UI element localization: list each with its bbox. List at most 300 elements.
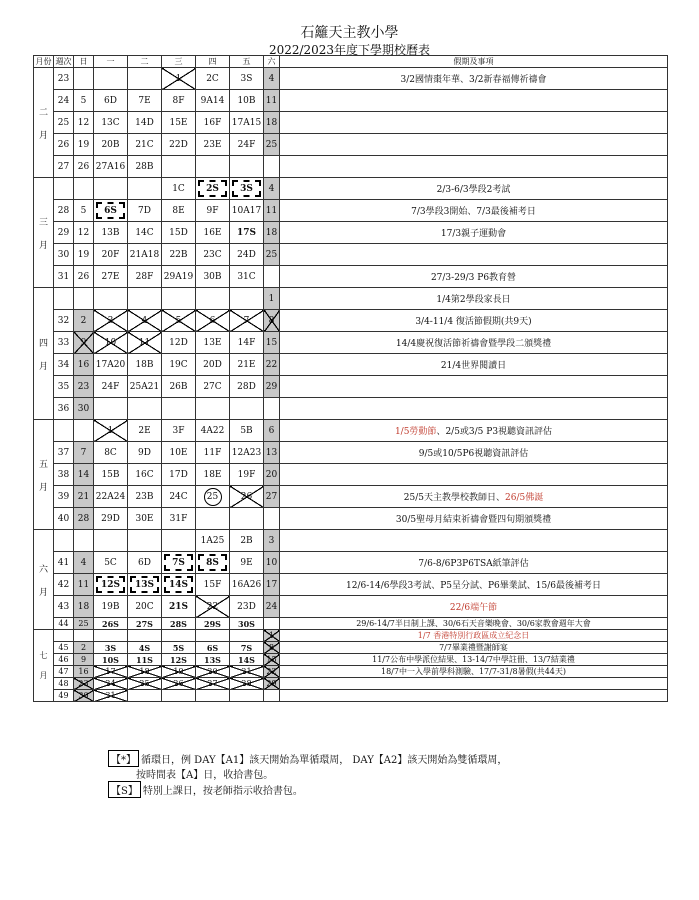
week-row (34, 630, 668, 642)
day-cell: 28F (128, 266, 162, 288)
cycle-day-symbol: 【*】 (108, 750, 139, 767)
event-note: 30/5聖母月結束祈禱會暨四旬期頒獎禮 (280, 508, 668, 530)
day-cell: 21A18 (128, 244, 162, 266)
day-cell: 22 (196, 596, 230, 618)
day-cell: 2E (128, 420, 162, 442)
day-cell: 5 (162, 310, 196, 332)
event-note: 12/6-14/6學段3考試、P5呈分試、P6畢業試、15/6最後補考日 (280, 574, 668, 596)
day-cell: 9E (230, 552, 264, 574)
header-5: 三 (162, 56, 196, 68)
day-cell: 6D (128, 552, 162, 574)
month-jun: 六 月 (34, 530, 54, 630)
day-cell: 24D (230, 244, 264, 266)
week-row (34, 332, 668, 354)
day-cell: 17A15 (230, 112, 264, 134)
header-7: 五 (230, 56, 264, 68)
day-cell (94, 68, 128, 90)
day-cell (94, 288, 128, 310)
header-9: 假期及事項 (280, 56, 668, 68)
day-cell: 5C (94, 552, 128, 574)
day-cell (196, 156, 230, 178)
day-cell: 11 (264, 90, 280, 112)
event-note: 25/5天主教學校教師日、26/5佛誕 (280, 486, 668, 508)
day-cell: 4S (128, 642, 162, 654)
day-cell (94, 530, 128, 552)
header-row (34, 56, 668, 68)
day-cell: 3 (94, 310, 128, 332)
day-cell (196, 398, 230, 420)
event-note (280, 134, 668, 156)
day-cell: 15 (264, 654, 280, 666)
day-cell (196, 508, 230, 530)
day-cell: 2 (74, 642, 94, 654)
day-cell (230, 630, 264, 642)
day-cell: 4 (264, 178, 280, 200)
day-cell: 23D (230, 596, 264, 618)
event-note: 1/7 香港特別行政區成立紀念日 (280, 630, 668, 642)
day-cell (162, 156, 196, 178)
week-number: 44 (54, 618, 74, 630)
week-row (34, 354, 668, 376)
day-cell: 12S (162, 654, 196, 666)
day-cell: 28 (230, 678, 264, 690)
day-cell (162, 630, 196, 642)
calendar-title: 2022/2023年度下學期校曆表 (268, 43, 431, 57)
day-cell: 28B (128, 156, 162, 178)
week-number: 30 (54, 244, 74, 266)
week-number: 47 (54, 666, 74, 678)
week-row (34, 654, 668, 666)
day-cell: 17 (264, 574, 280, 596)
day-cell (264, 618, 280, 630)
event-note: 7/6-8/6P3P6TSA紙筆評估 (280, 552, 668, 574)
week-number: 24 (54, 90, 74, 112)
event-note (280, 376, 668, 398)
event-note: 1/4第2學段家長日 (280, 288, 668, 310)
week-number (54, 288, 74, 310)
footer-line-1: 【*】 循環日，例 DAY【A1】該天開始為單循環周， DAY【A2】該天開始為雙循環周， (108, 750, 507, 767)
day-cell: 10S (94, 654, 128, 666)
day-cell: 28D (230, 376, 264, 398)
day-cell (196, 630, 230, 642)
day-cell: 25 (196, 486, 230, 508)
week-number: 23 (54, 68, 74, 90)
day-cell: 13B (94, 222, 128, 244)
day-cell: 1 (162, 68, 196, 90)
header-1: 週次 (55, 57, 72, 66)
school-name: 石籬天主教小學 (300, 25, 399, 41)
day-cell: 24 (264, 596, 280, 618)
event-note: 11/7公布中學派位結果、13-14/7中學註冊、13/7結業禮 (280, 654, 668, 666)
day-cell (128, 68, 162, 90)
day-cell: 16E (196, 222, 230, 244)
week-number: 28 (54, 200, 74, 222)
day-cell: 8E (162, 200, 196, 222)
day-cell (74, 288, 94, 310)
day-cell: 10B (230, 90, 264, 112)
day-cell (128, 630, 162, 642)
day-cell: 4 (264, 68, 280, 90)
day-cell: 6 (196, 310, 230, 332)
day-cell: 14 (74, 464, 94, 486)
week-number: 46 (54, 654, 74, 666)
day-cell: 23 (74, 376, 94, 398)
week-row (34, 266, 668, 288)
day-cell (74, 530, 94, 552)
day-cell (264, 690, 280, 702)
week-number (54, 178, 74, 200)
event-note: 7/3學段3開始、7/3最後補考日 (280, 200, 668, 222)
day-cell (264, 508, 280, 530)
day-cell: 29A19 (162, 266, 196, 288)
week-row (34, 486, 668, 508)
day-cell: 16A26 (230, 574, 264, 596)
event-note (280, 90, 668, 112)
day-cell: 7 (74, 442, 94, 464)
day-cell: 18E (196, 464, 230, 486)
day-cell: 31 (94, 690, 128, 702)
day-cell: 16F (196, 112, 230, 134)
day-cell: 13S (196, 654, 230, 666)
week-number: 25 (54, 112, 74, 134)
day-cell: 7S (162, 552, 196, 574)
week-number: 43 (54, 596, 74, 618)
school-calendar-table (33, 55, 668, 702)
day-cell: 6 (264, 420, 280, 442)
week-row (34, 530, 668, 552)
week-row (34, 376, 668, 398)
day-cell: 7E (128, 90, 162, 112)
day-cell: 26B (162, 376, 196, 398)
week-number: 49 (54, 690, 74, 702)
header-4: 二 (128, 56, 162, 68)
day-cell (230, 508, 264, 530)
week-number: 27 (54, 156, 74, 178)
footer-line-3: 【S】 特別上課日，按老師指示收拾書包。 (108, 781, 303, 798)
day-cell: 16C (128, 464, 162, 486)
day-cell (74, 420, 94, 442)
day-cell: 21C (128, 134, 162, 156)
day-cell: 21 (74, 486, 94, 508)
day-cell: 14S (162, 574, 196, 596)
day-cell: 19F (230, 464, 264, 486)
day-cell: 20 (264, 464, 280, 486)
day-cell: 16 (74, 354, 94, 376)
week-row (34, 690, 668, 702)
day-cell (128, 288, 162, 310)
day-cell: 28 (74, 508, 94, 530)
day-cell: 9A14 (196, 90, 230, 112)
day-cell: 23E (196, 134, 230, 156)
day-cell: 8S (196, 552, 230, 574)
day-cell: 11 (264, 200, 280, 222)
day-cell (196, 690, 230, 702)
week-row (34, 134, 668, 156)
event-note: 9/5或10/5P6視聽資訊評估 (280, 442, 668, 464)
day-cell: 4 (74, 552, 94, 574)
month-may: 五 月 (34, 420, 54, 530)
day-cell: 15D (162, 222, 196, 244)
day-cell: 17D (162, 464, 196, 486)
day-cell: 9 (74, 654, 94, 666)
day-cell: 20 (196, 666, 230, 678)
week-row (34, 112, 668, 134)
day-cell: 27 (196, 678, 230, 690)
day-cell (162, 530, 196, 552)
day-cell (264, 398, 280, 420)
week-number: 40 (54, 508, 74, 530)
week-row (34, 68, 668, 90)
week-number: 33 (54, 332, 74, 354)
day-cell: 30 (74, 398, 94, 420)
day-cell: 20F (94, 244, 128, 266)
day-cell: 29 (264, 376, 280, 398)
event-note (280, 244, 668, 266)
day-cell (230, 156, 264, 178)
week-number: 41 (54, 552, 74, 574)
day-cell: 14C (128, 222, 162, 244)
day-cell: 30B (196, 266, 230, 288)
day-cell: 27E (94, 266, 128, 288)
day-cell (128, 690, 162, 702)
week-number: 26 (54, 134, 74, 156)
day-cell: 3F (162, 420, 196, 442)
event-note (280, 156, 668, 178)
day-cell (74, 630, 94, 642)
day-cell: 17 (94, 666, 128, 678)
event-note: 21/4世界閱讀日 (280, 354, 668, 376)
day-cell: 25 (128, 678, 162, 690)
day-cell: 10A17 (230, 200, 264, 222)
week-row (34, 596, 668, 618)
week-number: 48 (54, 678, 74, 690)
event-note (280, 112, 668, 134)
day-cell: 8 (264, 310, 280, 332)
week-number: 37 (54, 442, 74, 464)
day-cell: 26 (74, 266, 94, 288)
day-cell: 19 (162, 666, 196, 678)
footer-line-2: 按時間表【A】日，收拾書包。 (136, 770, 274, 781)
day-cell: 1A25 (196, 530, 230, 552)
day-cell: 3S (230, 178, 264, 200)
day-cell: 1 (264, 288, 280, 310)
day-cell: 30S (230, 618, 264, 630)
day-cell: 8F (162, 90, 196, 112)
day-cell: 3 (264, 530, 280, 552)
day-cell: 14D (128, 112, 162, 134)
day-cell: 24C (162, 486, 196, 508)
day-cell: 20D (196, 354, 230, 376)
day-cell (264, 156, 280, 178)
event-note: 1/5勞動節、2/5或3/5 P3視聽資訊評估 (280, 420, 668, 442)
day-cell: 21 (230, 666, 264, 678)
day-cell: 13C (94, 112, 128, 134)
day-cell: 25 (264, 134, 280, 156)
week-row (34, 156, 668, 178)
day-cell: 26 (162, 678, 196, 690)
event-note (280, 464, 668, 486)
week-row (34, 508, 668, 530)
day-cell: 12 (74, 112, 94, 134)
week-row (34, 642, 668, 654)
day-cell: 6S (94, 200, 128, 222)
day-cell: 26 (230, 486, 264, 508)
day-cell: 26 (74, 156, 94, 178)
day-cell: 8 (264, 642, 280, 654)
day-cell: 10 (264, 552, 280, 574)
event-note: 14/4慶祝復活節祈禱會暨學段二頒獎禮 (280, 332, 668, 354)
day-cell: 25A21 (128, 376, 162, 398)
day-cell (94, 398, 128, 420)
day-cell: 13 (264, 442, 280, 464)
month-mar: 三 月 (34, 178, 54, 288)
day-cell: 2 (74, 310, 94, 332)
week-number (54, 630, 74, 642)
day-cell: 7S (230, 642, 264, 654)
day-cell: 21E (230, 354, 264, 376)
day-cell: 22A24 (94, 486, 128, 508)
day-cell: 5 (74, 200, 94, 222)
week-row (34, 442, 668, 464)
week-number: 39 (54, 486, 74, 508)
day-cell: 3S (230, 68, 264, 90)
header-2: 日 (74, 56, 94, 68)
day-cell: 12S (94, 574, 128, 596)
day-cell: 5B (230, 420, 264, 442)
day-cell: 31F (162, 508, 196, 530)
day-cell: 1C (162, 178, 196, 200)
day-cell: 29D (94, 508, 128, 530)
day-cell: 27S (128, 618, 162, 630)
event-note (280, 398, 668, 420)
day-cell: 18 (74, 596, 94, 618)
week-row (34, 420, 668, 442)
event-note: 27/3-29/3 P6教育營 (280, 266, 668, 288)
day-cell: 9 (74, 332, 94, 354)
day-cell (230, 690, 264, 702)
day-cell: 11F (196, 442, 230, 464)
day-cell: 7 (230, 310, 264, 332)
day-cell: 2C (196, 68, 230, 90)
day-cell: 23B (128, 486, 162, 508)
week-row (34, 90, 668, 112)
day-cell: 20B (94, 134, 128, 156)
day-cell: 10 (94, 332, 128, 354)
week-number: 34 (54, 354, 74, 376)
day-cell: 22B (162, 244, 196, 266)
day-cell (74, 178, 94, 200)
day-cell (128, 178, 162, 200)
day-cell: 22 (264, 666, 280, 678)
day-cell: 24F (230, 134, 264, 156)
day-cell: 4A22 (196, 420, 230, 442)
day-cell: 6D (94, 90, 128, 112)
week-row (34, 678, 668, 690)
header-6: 四 (196, 56, 230, 68)
week-row (34, 310, 668, 332)
event-note: 17/3親子運動會 (280, 222, 668, 244)
day-cell: 15 (264, 332, 280, 354)
day-cell: 20C (128, 596, 162, 618)
day-cell: 1 (264, 630, 280, 642)
day-cell: 27C (196, 376, 230, 398)
day-cell: 11 (74, 574, 94, 596)
day-cell: 22D (162, 134, 196, 156)
day-cell: 24F (94, 376, 128, 398)
day-cell: 24 (94, 678, 128, 690)
day-cell: 4 (128, 310, 162, 332)
week-row (34, 178, 668, 200)
day-cell (74, 68, 94, 90)
week-row (34, 666, 668, 678)
special-day-symbol: 【S】 (108, 781, 141, 798)
header-8: 六 (264, 56, 280, 68)
day-cell: 1 (94, 420, 128, 442)
day-cell: 9F (196, 200, 230, 222)
event-note: 7/7畢業禮暨謝師宴 (280, 642, 668, 654)
day-cell: 7D (128, 200, 162, 222)
day-cell (128, 398, 162, 420)
day-cell (162, 398, 196, 420)
week-number: 29 (54, 222, 74, 244)
day-cell: 19 (74, 134, 94, 156)
day-cell: 8C (94, 442, 128, 464)
day-cell: 26S (94, 618, 128, 630)
day-cell: 22 (264, 354, 280, 376)
day-cell (264, 266, 280, 288)
week-row (34, 200, 668, 222)
day-cell: 14S (230, 654, 264, 666)
day-cell (162, 288, 196, 310)
header-0: 月份 (35, 57, 52, 66)
day-cell: 29 (264, 678, 280, 690)
month-jul: 七 月 (34, 630, 54, 702)
event-note: 22/6端午節 (280, 596, 668, 618)
day-cell: 11S (128, 654, 162, 666)
day-cell: 6S (196, 642, 230, 654)
day-cell: 12A23 (230, 442, 264, 464)
day-cell: 18 (264, 222, 280, 244)
day-cell: 23 (74, 678, 94, 690)
event-note (280, 530, 668, 552)
day-cell: 10E (162, 442, 196, 464)
day-cell: 30E (128, 508, 162, 530)
day-cell: 17S (230, 222, 264, 244)
week-number (54, 420, 74, 442)
day-cell: 15F (196, 574, 230, 596)
day-cell: 13E (196, 332, 230, 354)
day-cell (94, 178, 128, 200)
week-row (34, 288, 668, 310)
day-cell (162, 690, 196, 702)
day-cell: 2S (196, 178, 230, 200)
week-number: 31 (54, 266, 74, 288)
day-cell: 18 (264, 112, 280, 134)
day-cell: 18 (128, 666, 162, 678)
day-cell: 19B (94, 596, 128, 618)
month-apr: 四 月 (34, 288, 54, 420)
week-row (34, 552, 668, 574)
week-row (34, 244, 668, 266)
day-cell: 2B (230, 530, 264, 552)
event-note (280, 690, 668, 702)
day-cell (230, 398, 264, 420)
week-row (34, 618, 668, 630)
week-number: 38 (54, 464, 74, 486)
day-cell (128, 530, 162, 552)
day-cell: 15B (94, 464, 128, 486)
day-cell: 12D (162, 332, 196, 354)
